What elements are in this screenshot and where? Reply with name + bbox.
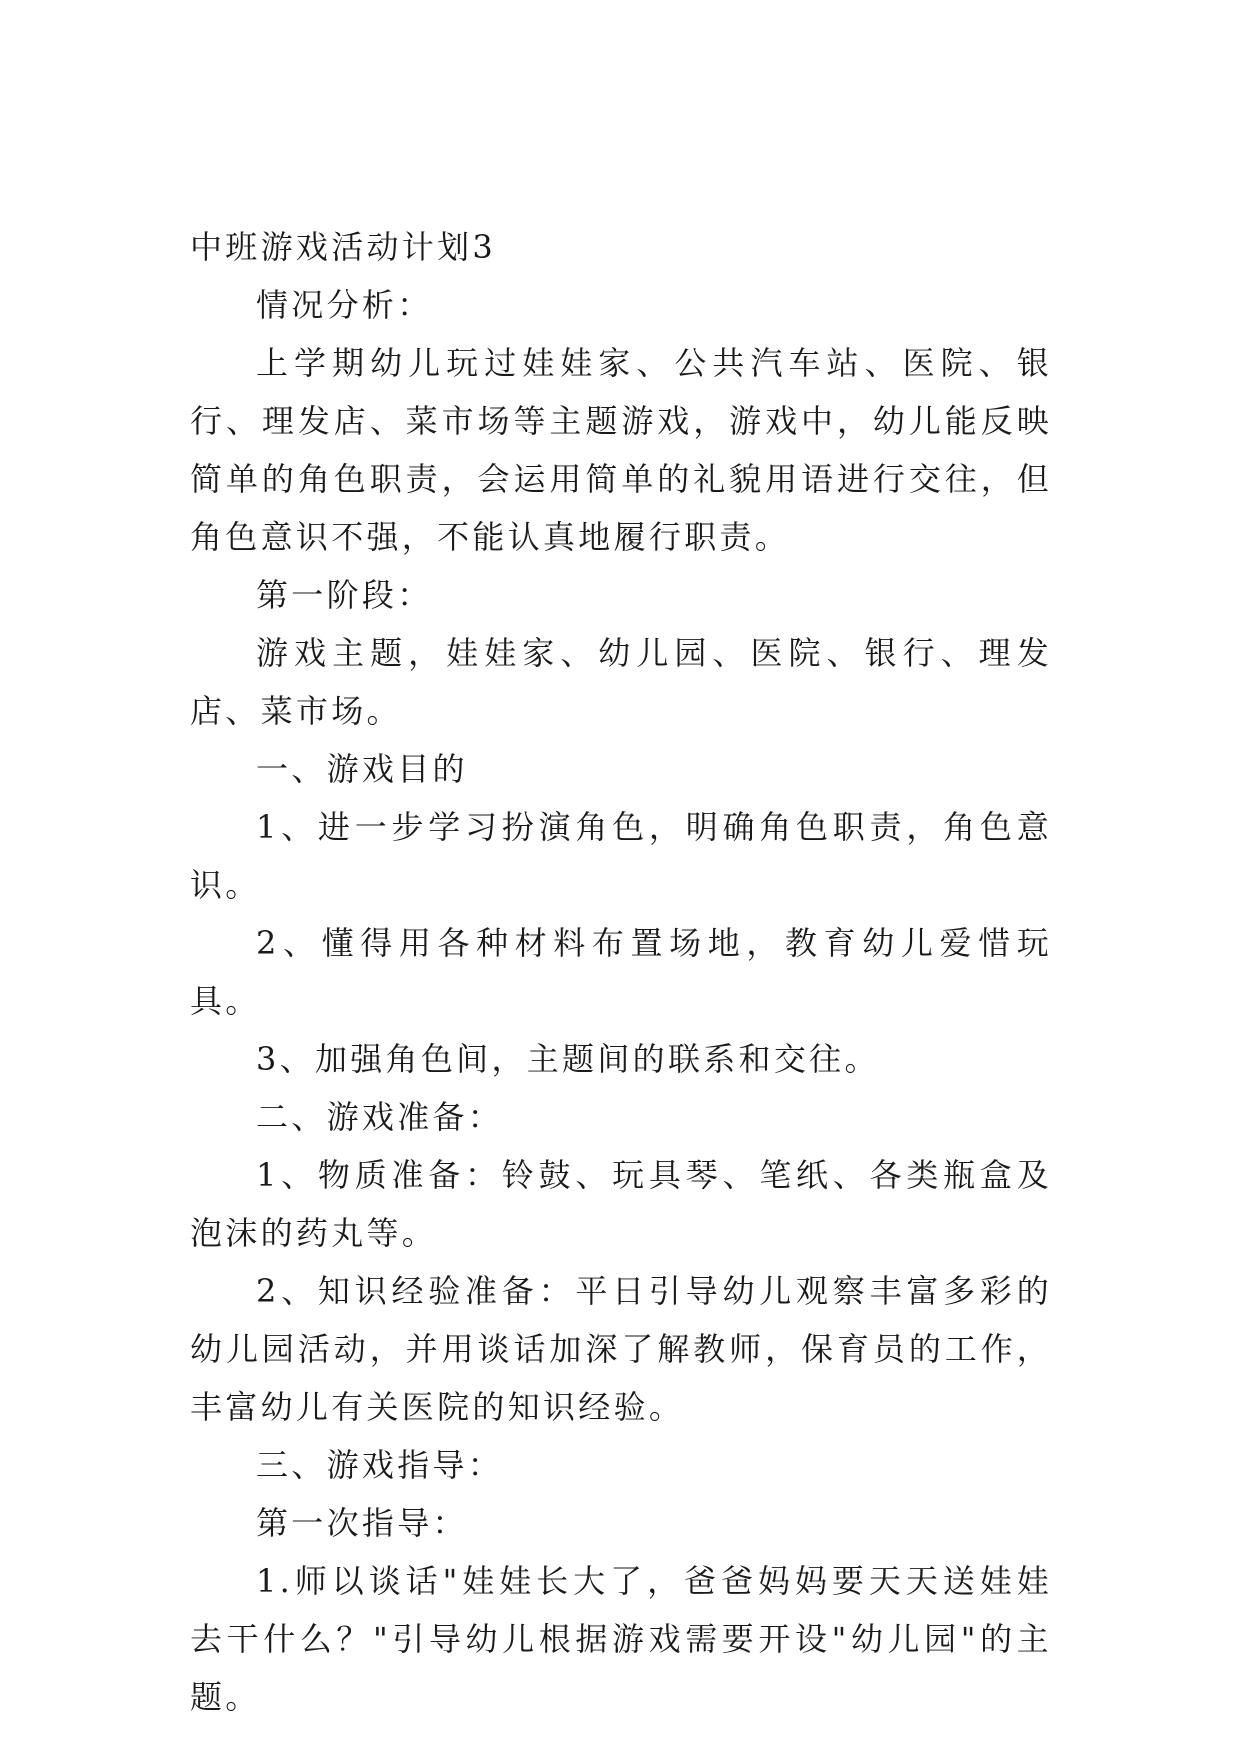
list-item-material-prep: 1、物质准备：铃鼓、玩具琴、笔纸、各类瓶盒及泡沫的药丸等。 [190, 1156, 1052, 1252]
section-heading-guidance: 三、游戏指导： [256, 1446, 504, 1484]
paragraph-stage-one-heading: 第一阶段： [256, 576, 433, 614]
paragraph-situation-heading: 情况分析： [256, 286, 433, 324]
paragraph-first-guidance: 第一次指导： [256, 1504, 468, 1542]
document-body [190, 218, 1052, 1726]
list-item-guidance-1: 1.师以谈话"娃娃长大了，爸爸妈妈要天天送娃娃去干什么？"引导幼儿根据游戏需要开设"幼儿园"的主题。 [190, 1562, 1052, 1716]
list-item-knowledge-prep: 2、知识经验准备：平日引导幼儿观察丰富多彩的幼儿园活动，并用谈话加深了解教师，保育员的工作，丰富幼儿有关医院的知识经验。 [190, 1272, 1052, 1426]
list-item-goal-3: 3、加强角色间，主题间的联系和交往。 [256, 1040, 880, 1078]
document-title: 中班游戏活动计划3 [190, 228, 497, 266]
list-item-goal-1: 1、进一步学习扮演角色，明确角色职责，角色意识。 [190, 808, 1052, 904]
section-heading-preparation: 二、游戏准备： [256, 1098, 504, 1136]
list-item-goal-2: 2、懂得用各种材料布置场地，教育幼儿爱惜玩具。 [190, 924, 1052, 1020]
section-heading-goals: 一、游戏目的 [256, 750, 468, 788]
paragraph-game-themes: 游戏主题，娃娃家、幼儿园、医院、银行、理发店、菜市场。 [190, 634, 1052, 730]
paragraph-situation-text: 上学期幼儿玩过娃娃家、公共汽车站、医院、银行、理发店、菜市场等主题游戏，游戏中，幼儿能反映简单的角色职责，会运用简单的礼貌用语进行交往，但角色意识不强，不能认真地履行职责。 [190, 344, 1052, 556]
